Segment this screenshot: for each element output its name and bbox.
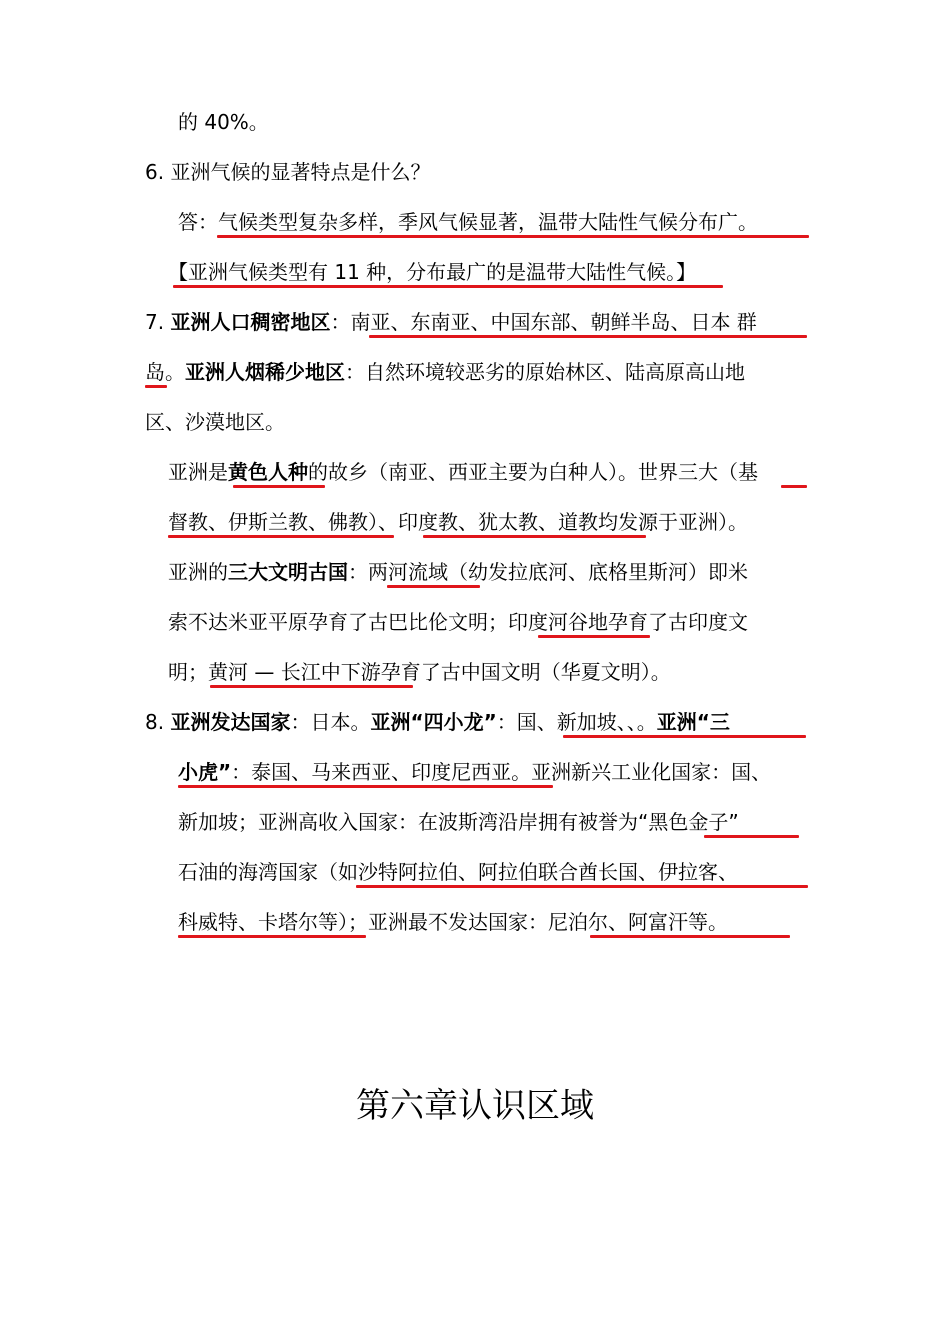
text-run: 督教、伊斯兰教、佛教）、印度教、犹太教、道教均发源于亚洲）。 — [168, 510, 748, 534]
text-line — [145, 358, 745, 386]
underline-mark — [590, 935, 790, 938]
text-line — [168, 258, 696, 286]
text-run: 8. — [145, 710, 171, 734]
text-run: 6. 亚洲气候的显著特点是什么？ — [145, 160, 431, 184]
underline-mark — [233, 485, 325, 488]
text-line — [168, 558, 748, 586]
bold-text: 三大文明古国 — [228, 560, 348, 584]
underline-mark — [387, 585, 480, 588]
text-line — [168, 508, 748, 536]
text-line — [178, 208, 758, 236]
underline-mark — [781, 485, 807, 488]
text-line — [178, 908, 728, 936]
text-run: 【亚洲气候类型有 11 种，分布最广的是温带大陆性气候。】 — [168, 260, 697, 284]
bold-text: 亚洲人口稠密地区 — [170, 310, 331, 334]
text-line — [145, 308, 757, 336]
text-run: ：南亚、东南亚、中国东部、朝鲜半岛、日本 群 — [330, 310, 757, 334]
bold-text: 亚洲“三 — [656, 710, 730, 734]
text-run: 答：气候类型复杂多样，季风气候显著，温带大陆性气候分布广。 — [178, 210, 758, 234]
underline-mark — [178, 785, 553, 788]
text-run: 亚洲的 — [168, 560, 228, 584]
text-run: 石油的海湾国家（如沙特阿拉伯、阿拉伯联合酋长国、伊拉客、 — [178, 860, 738, 884]
underline-mark — [168, 535, 394, 538]
underline-mark — [356, 885, 808, 888]
underline-mark — [173, 285, 723, 288]
text-line — [178, 758, 771, 786]
text-run: 索不达米亚平原孕育了古巴比伦文明；印度河谷地孕育了古印度文 — [168, 610, 748, 634]
chapter-title: 第六章认识区域 — [356, 1086, 594, 1126]
text-line — [145, 408, 285, 436]
text-line — [145, 708, 730, 736]
text-run: ：泰国、马来西亚、印度尼西亚。亚洲新兴工业化国家：国、 — [231, 760, 772, 784]
underline-mark — [210, 685, 413, 688]
bold-text: 亚洲“四小龙” — [370, 710, 497, 734]
text-run: ：国、新加坡、、。 — [496, 710, 657, 734]
underline-mark — [538, 635, 650, 638]
text-run: 亚洲是 — [168, 460, 228, 484]
text-run: 新加坡；亚洲高收入国家：在波斯湾沿岸拥有被誉为“黑色金子” — [178, 810, 739, 834]
bold-text: 小虎” — [178, 760, 232, 784]
text-run: ：两河流域（幼发拉底河、底格里斯河）即米 — [348, 560, 748, 584]
text-line — [145, 158, 430, 186]
text-run: 明；黄河 — 长江中下游孕育了古中国文明（华夏文明）。 — [168, 660, 671, 684]
text-line — [168, 658, 671, 686]
text-run: ：自然环境较恶劣的原始林区、陆高原高山地 — [345, 360, 745, 384]
text-run: ：日本。 — [290, 710, 371, 734]
text-line — [178, 108, 269, 136]
text-line — [178, 858, 738, 886]
text-run: 的 40%。 — [178, 110, 269, 134]
underline-mark — [704, 835, 799, 838]
bold-text: 黄色人种 — [228, 460, 308, 484]
bold-text: 亚洲发达国家 — [170, 710, 291, 734]
underline-mark — [369, 335, 807, 338]
underline-mark — [145, 385, 167, 388]
text-line — [178, 808, 739, 836]
text-run: 区、沙漠地区。 — [145, 410, 285, 434]
underline-mark — [563, 735, 806, 738]
text-line — [168, 608, 748, 636]
text-run: 7. — [145, 310, 171, 334]
underline-mark — [217, 235, 809, 238]
bold-text: 亚洲人烟稀少地区 — [185, 360, 345, 384]
text-run: 的故乡（南亚、西亚主要为白种人）。世界三大（基 — [308, 460, 758, 484]
underline-mark — [178, 935, 366, 938]
underline-mark — [423, 535, 646, 538]
text-run: 科威特、卡塔尔等）；亚洲最不发达国家：尼泊尔、阿富汗等。 — [178, 910, 728, 934]
text-run: 岛。 — [145, 360, 185, 384]
text-line — [168, 458, 758, 486]
